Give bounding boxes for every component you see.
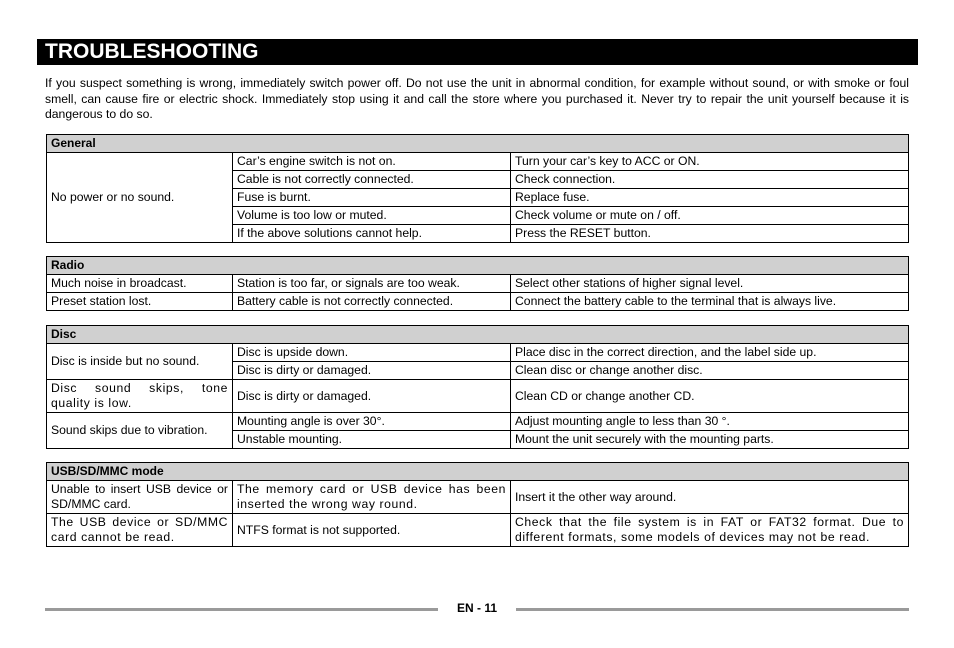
remedy-cell: Check volume or mute on / off. xyxy=(511,207,909,225)
remedy-cell: Turn your car’s key to ACC or ON. xyxy=(511,153,909,171)
usb-sd-mmc-table xyxy=(46,462,909,547)
table-row xyxy=(47,380,909,413)
section-heading-general: General xyxy=(47,135,909,153)
remedy-cell: Clean disc or change another disc. xyxy=(511,362,909,380)
general-table xyxy=(46,134,909,243)
remedy-cell: Check connection. xyxy=(511,171,909,189)
section-heading-radio: Radio xyxy=(47,257,909,275)
table-row xyxy=(47,344,909,362)
remedy-cell: Select other stations of higher signal level. xyxy=(511,275,909,293)
remedy-cell: Adjust mounting angle to less than 30 °. xyxy=(511,413,909,431)
table-row xyxy=(47,413,909,431)
cause-cell: The memory card or USB device has been inserted the wrong way round. xyxy=(233,481,511,514)
cause-cell: Unstable mounting. xyxy=(233,431,511,449)
symptom-cell: No power or no sound. xyxy=(47,153,233,243)
cause-cell: Car’s engine switch is not on. xyxy=(233,153,511,171)
intro-paragraph: If you suspect something is wrong, immediately switch power off. Do not use the unit in abnormal condition, for example without sound, or with smoke or foul smell, can cause fire or electric shock. Immediately stop using it and call the store where you purchased it. Never try to repair the unit yourself because it is dangerous to do so. xyxy=(45,76,909,121)
symptom-cell: Disc is inside but no sound. xyxy=(47,344,233,380)
footer-rule-left xyxy=(45,608,438,611)
footer-rule-right xyxy=(516,608,909,611)
table-row xyxy=(47,514,909,547)
cause-cell: Mounting angle is over 30°. xyxy=(233,413,511,431)
cause-cell: Cable is not correctly connected. xyxy=(233,171,511,189)
symptom-cell: Disc sound skips, tone quality is low. xyxy=(47,380,233,413)
radio-table xyxy=(46,256,909,311)
remedy-cell: Replace fuse. xyxy=(511,189,909,207)
table-row xyxy=(47,153,909,171)
table-row xyxy=(47,293,909,311)
cause-cell: Disc is upside down. xyxy=(233,344,511,362)
cause-cell: Station is too far, or signals are too weak. xyxy=(233,275,511,293)
symptom-cell: Sound skips due to vibration. xyxy=(47,413,233,449)
remedy-cell: Mount the unit securely with the mounting parts. xyxy=(511,431,909,449)
table-row xyxy=(47,275,909,293)
remedy-cell: Insert it the other way around. xyxy=(511,481,909,514)
cause-cell: NTFS format is not supported. xyxy=(233,514,511,547)
symptom-cell: Preset station lost. xyxy=(47,293,233,311)
remedy-cell: Connect the battery cable to the terminal that is always live. xyxy=(511,293,909,311)
cause-cell: Battery cable is not correctly connected. xyxy=(233,293,511,311)
disc-table xyxy=(46,325,909,449)
table-row xyxy=(47,481,909,514)
cause-cell: Disc is dirty or damaged. xyxy=(233,362,511,380)
cause-cell: Volume is too low or muted. xyxy=(233,207,511,225)
page-number: EN - 11 xyxy=(456,601,498,615)
remedy-cell: Place disc in the correct direction, and the label side up. xyxy=(511,344,909,362)
section-heading-disc: Disc xyxy=(47,326,909,344)
symptom-cell: Unable to insert USB device or SD/MMC card. xyxy=(47,481,233,514)
remedy-cell: Check that the file system is in FAT or FAT32 format. Due to different formats, some models of devices may not be read. xyxy=(511,514,909,547)
symptom-cell: Much noise in broadcast. xyxy=(47,275,233,293)
section-heading-usb: USB/SD/MMC mode xyxy=(47,463,909,481)
page-title: TROUBLESHOOTING xyxy=(37,39,918,65)
cause-cell: Disc is dirty or damaged. xyxy=(233,380,511,413)
cause-cell: If the above solutions cannot help. xyxy=(233,225,511,243)
symptom-cell: The USB device or SD/MMC card cannot be read. xyxy=(47,514,233,547)
remedy-cell: Press the RESET button. xyxy=(511,225,909,243)
remedy-cell: Clean CD or change another CD. xyxy=(511,380,909,413)
cause-cell: Fuse is burnt. xyxy=(233,189,511,207)
